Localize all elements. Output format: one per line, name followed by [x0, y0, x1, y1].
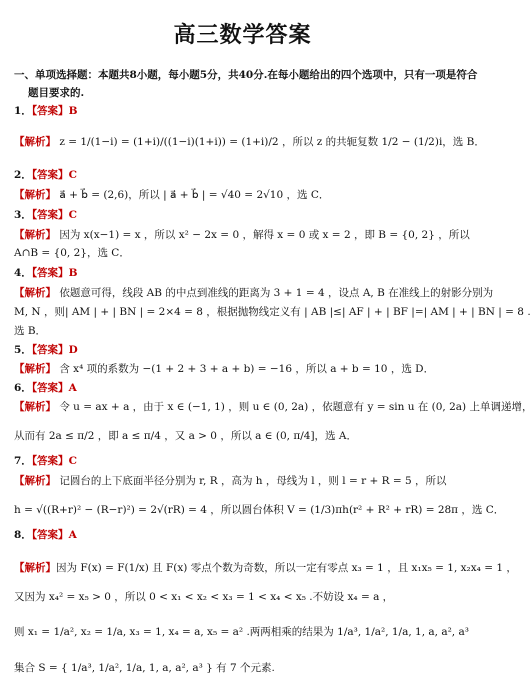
q3-explanation [14, 228, 473, 242]
q6-explanation-cont: 从而有 2a ≤ π/2 ，即 a ≤ π/4 ，又 a > 0 ，所以 a ∈ (0, π/4]，选 A． [14, 430, 357, 442]
q6-answer-line [14, 381, 473, 395]
explain-label: 【解析】 [14, 229, 56, 241]
explain-label: 【解析】 [14, 136, 56, 148]
answer-label: 【答案】 [31, 267, 69, 279]
explain-label: 【解析】 [14, 562, 56, 574]
q5-answer-line [14, 343, 473, 357]
q7-number: 7． [14, 455, 32, 467]
answer-label: 【答案】 [31, 455, 69, 467]
q4-answer-line [14, 266, 473, 280]
page-title: 高三数学答案 [173, 22, 312, 48]
explain-label: 【解析】 [14, 363, 56, 375]
q2-number: 2． [14, 169, 32, 181]
q8-answer-line [14, 528, 473, 542]
q2-answer-line [14, 168, 473, 182]
q8-explanation-cont2: 则 x₁ = 1/a², x₂ = 1/a, x₃ = 1, x₄ = a, x₅ = a² .两两相乘的结果为 1/a³, 1/a², 1/a, 1, a, a², a³ [14, 626, 469, 638]
q8-answer: A [68, 529, 77, 541]
q4-explanation-cont2: 选 B． [14, 325, 47, 337]
q7-text: 记圆台的上下底面半径分别为 r, R ，高为 h ，母线为 l ，则 l = r + R = 5 ，所以 [59, 475, 447, 487]
q4-text: 依题意可得，线段 AB 的中点到准线的距离为 3 + 1 = 4 ，设点 A, B 在准线上的射影分别为 [59, 287, 494, 299]
q2-text: a⃗ + b⃗ = (2,6)，所以 | a⃗ + b⃗ | = √40 = 2√10 ，选 C． [59, 189, 330, 201]
q7-explanation-cont: h = √((R+r)² − (R−r)²) = 2√(rR) = 4 ，所以圆台体积 V = (1/3)πh(r² + R² + rR) = 28π ，选 C． [14, 504, 505, 516]
q8-explanation-cont3: 集合 S = { 1/a³, 1/a², 1/a, 1, a, a², a³ } 有 7 个元素. [14, 662, 275, 674]
answer-label: 【答案】 [31, 382, 69, 394]
explain-label: 【解析】 [14, 401, 56, 413]
q3-answer-line [14, 208, 473, 222]
q1-text: z = 1/(1−i) = (1+i)/((1−i)(1+i)) = (1+i)/2 ，所以 z 的共轭复数 1/2 − (1/2)i，选 B． [59, 136, 485, 148]
q7-answer: C [68, 455, 77, 467]
q4-answer: B [68, 267, 78, 279]
q3-number: 3． [14, 209, 32, 221]
q5-number: 5． [14, 344, 32, 356]
q6-answer: A [68, 382, 77, 394]
q3-explanation-cont: A∩B = {0, 2}，选 C． [14, 247, 130, 259]
q3-text: 因为 x(x−1) = x ，所以 x² − 2x = 0 ，解得 x = 0 或 x = 2 ，即 B = {0, 2} ，所以 [59, 229, 470, 241]
q2-explanation [14, 188, 473, 202]
answer-label: 【答案】 [31, 169, 69, 181]
q5-explanation [14, 362, 473, 376]
q1-answer: B [68, 105, 78, 117]
q1-explanation [14, 130, 485, 154]
q1-answer-line [14, 104, 473, 118]
explain-label: 【解析】 [14, 287, 56, 299]
answer-label: 【答案】 [31, 344, 69, 356]
q5-text: 含 x⁴ 项的系数为 −(1 + 2 + 3 + a + b) = −16 ，所以 a + b = 10 ，选 D． [59, 363, 435, 375]
q3-answer: C [68, 209, 77, 221]
answer-label: 【答案】 [31, 209, 69, 221]
q6-number: 6． [14, 382, 32, 394]
q4-explanation-cont: M, N ，则| AM | + | BN | = 2×4 = 8 ，根据抛物线定义有 | AB |≤| AF | + | BF |=| AM | + | BN | = 8 . [14, 306, 531, 318]
q8-explanation [14, 556, 517, 580]
q1-number: 1． [14, 105, 32, 117]
q7-explanation [14, 474, 473, 488]
section-header-cont: 题目要求的. [28, 87, 85, 99]
q6-explanation [14, 400, 532, 414]
answer-label: 【答案】 [31, 529, 69, 541]
q5-answer: D [68, 344, 78, 356]
explain-label: 【解析】 [14, 475, 56, 487]
q8-explanation-cont: 又因为 x₄² = x₅ > 0 ，所以 0 < x₁ < x₂ < x₃ = 1 < x₄ < x₅ .不妨设 x₄ = a ， [14, 591, 394, 603]
q2-answer: C [68, 169, 77, 181]
q4-number: 4． [14, 267, 32, 279]
q8-text: 因为 F(x) = F(1/x) 且 F(x) 零点个数为奇数，所以一定有零点 x₃ = 1 ，且 x₁x₅ = 1, x₂x₄ = 1 ， [56, 562, 517, 574]
section-header: 一、单项选择题：本题共8小题，每小题5分，共40分.在每小题给出的四个选项中，只有一项是符合 [14, 69, 478, 81]
q4-explanation [14, 286, 494, 300]
q8-number: 8． [14, 529, 32, 541]
explain-label: 【解析】 [14, 189, 56, 201]
q6-text: 令 u = ax + a ，由于 x ∈ (−1, 1) ，则 u ∈ (0, 2a) ，依题意有 y = sin u 在 (0, 2a) 上单调递增， [59, 401, 532, 413]
answer-label: 【答案】 [31, 105, 69, 117]
q7-answer-line [14, 454, 473, 468]
